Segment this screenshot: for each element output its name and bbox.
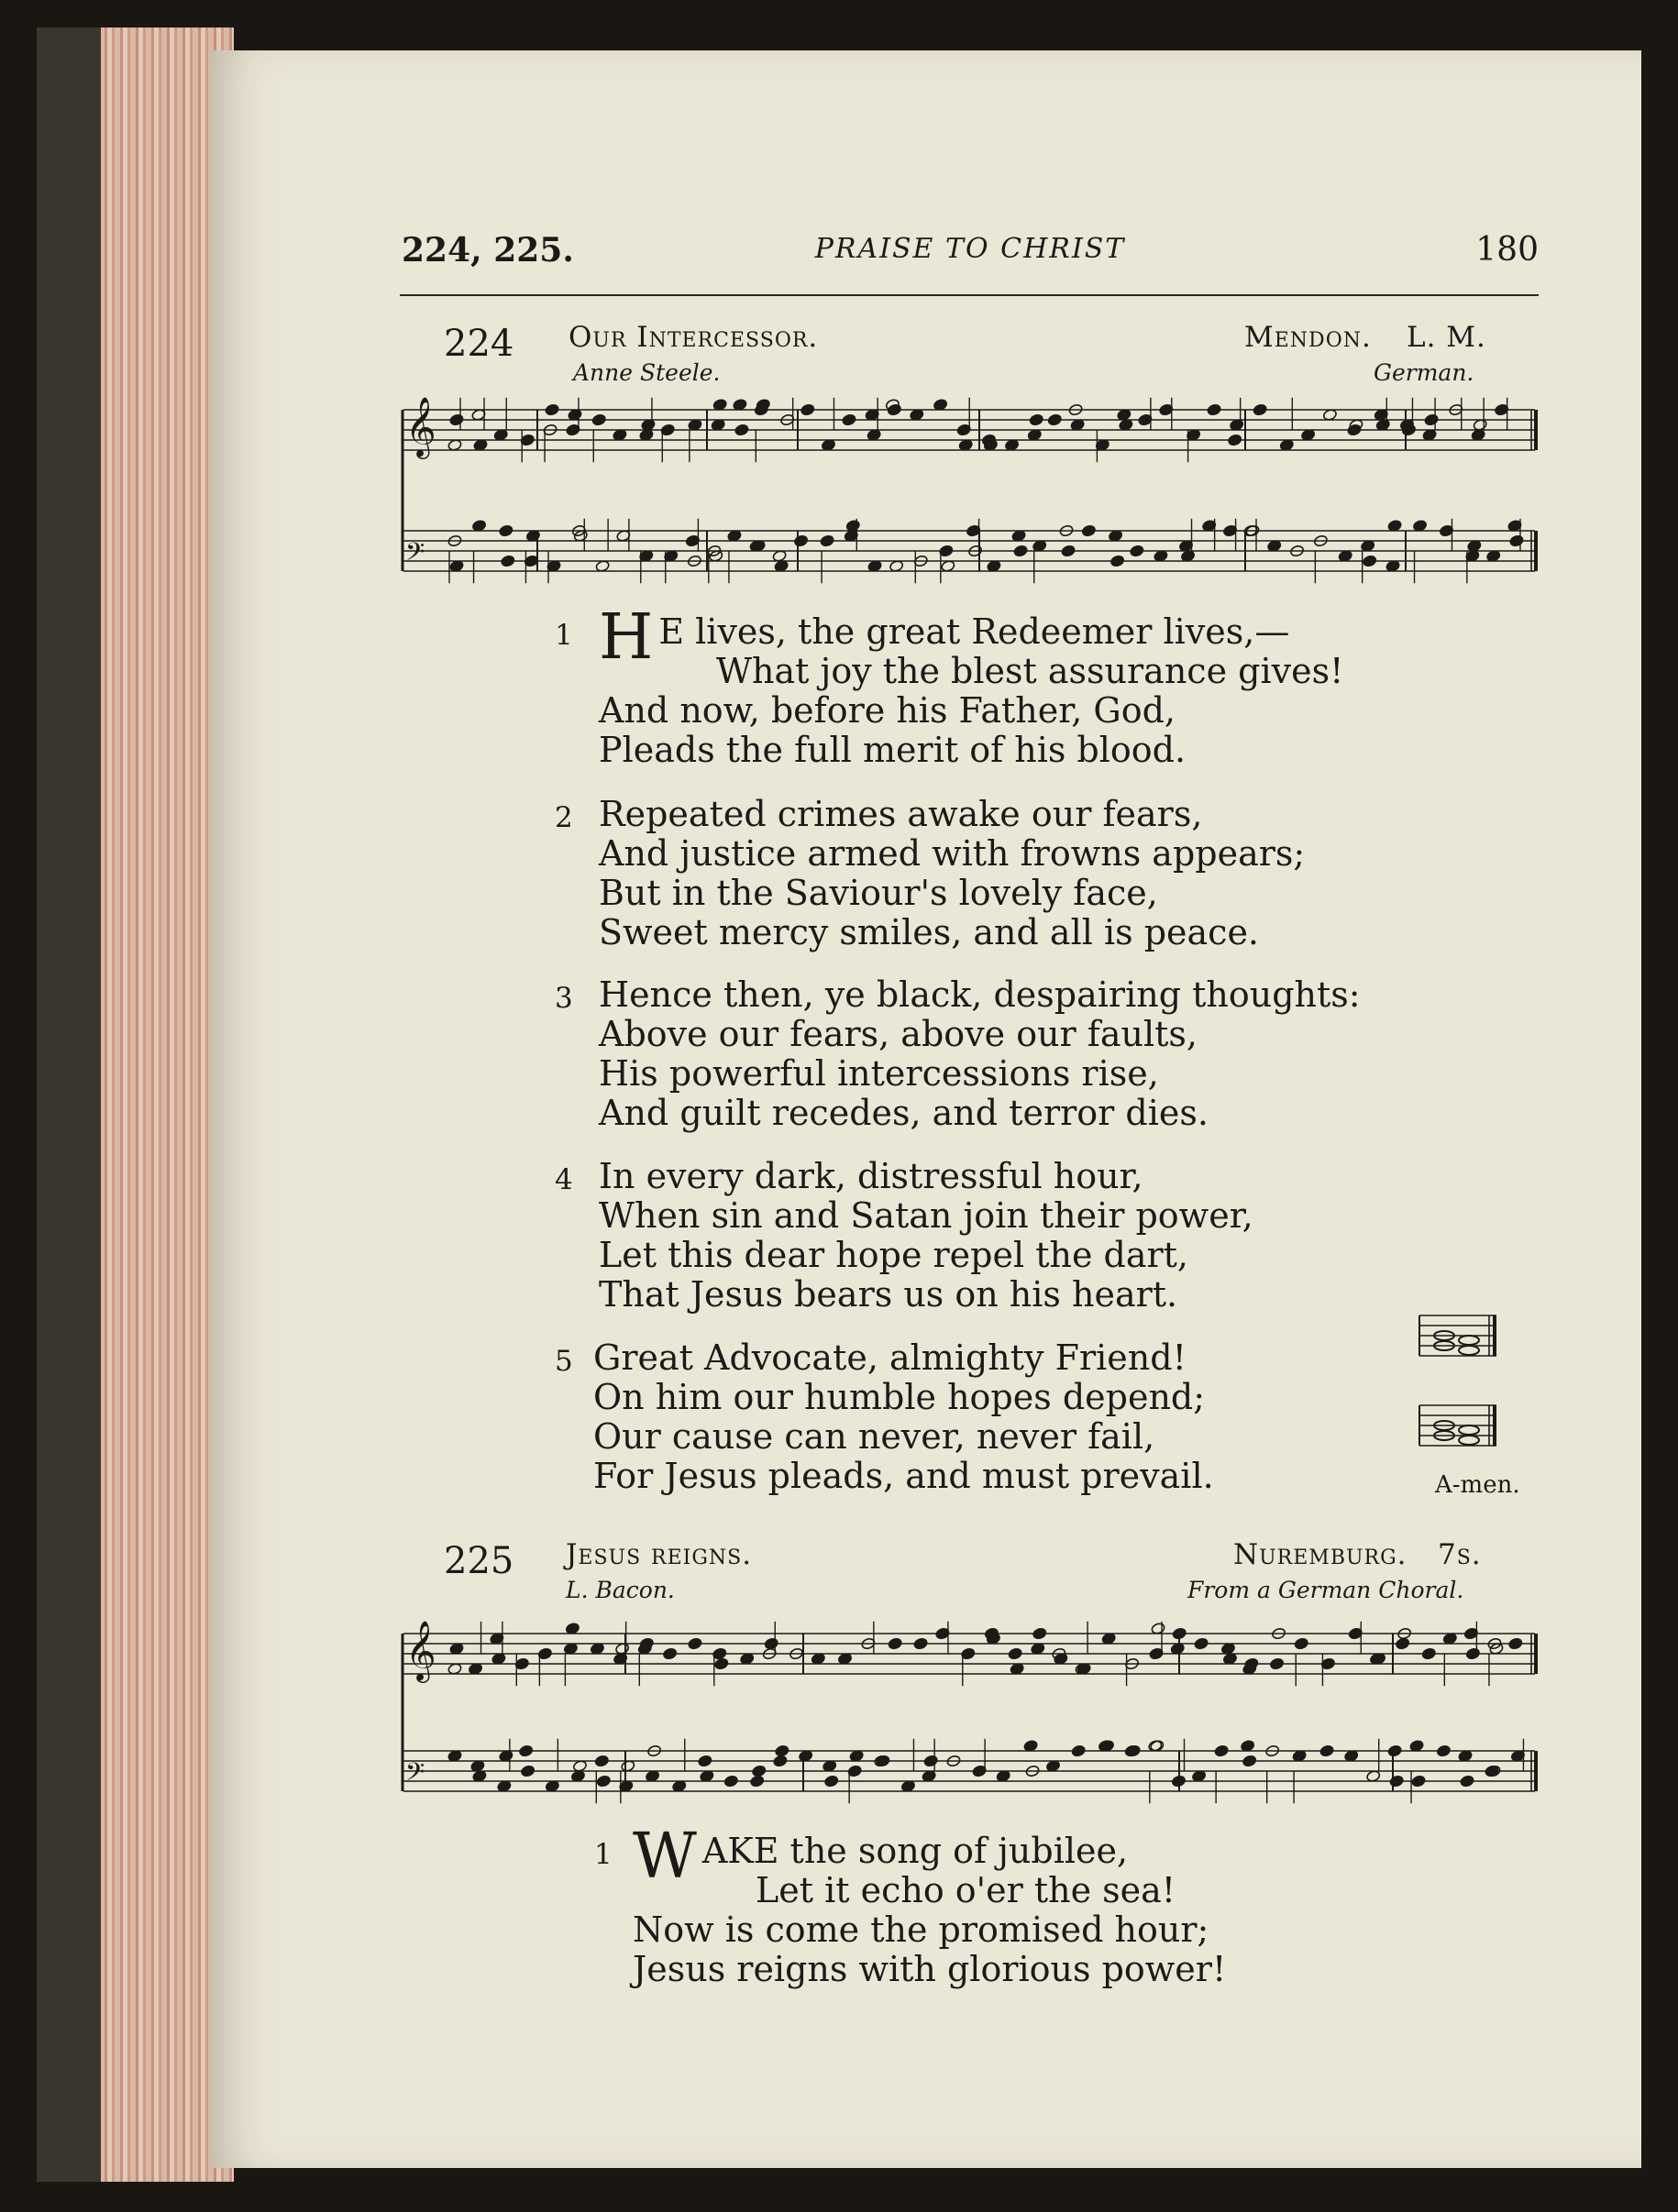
hymn-224-score — [400, 390, 1540, 591]
note-head — [734, 424, 749, 436]
note-head — [1214, 1744, 1229, 1757]
verse-line-text: Above our fears, above our faults, — [599, 1014, 1198, 1054]
note-head — [519, 1744, 534, 1757]
amen-label: A-men. — [1435, 1471, 1520, 1499]
note-head — [1194, 1637, 1209, 1650]
verse-line-text: AKE the song of jubilee, — [701, 1831, 1129, 1871]
verse-line-text: Great Advocate, almighty Friend! — [593, 1337, 1187, 1378]
note-head — [521, 1765, 535, 1777]
note-head — [1228, 434, 1242, 446]
verse-number: 1 — [594, 1838, 613, 1871]
note-head — [1465, 1647, 1480, 1660]
note-head — [1047, 413, 1062, 426]
note-head — [545, 403, 559, 416]
hymn-224-number: 224 — [444, 323, 514, 365]
verse-line-text: Repeated crimes awake our fears, — [599, 794, 1203, 834]
note-head — [775, 1744, 789, 1757]
note-head — [1207, 403, 1221, 416]
verse-line-text: And justice armed with frowns appears; — [599, 833, 1306, 874]
note-head — [1294, 1637, 1308, 1650]
note-head — [449, 413, 464, 426]
verse-number: 3 — [555, 982, 573, 1015]
verse-line-text: That Jesus bears us on his heart. — [599, 1274, 1178, 1315]
note-head — [1242, 1755, 1257, 1767]
note-head — [764, 1637, 778, 1650]
note-head — [923, 1755, 938, 1767]
note-head — [698, 1755, 712, 1767]
note-head — [1008, 1647, 1022, 1660]
hymn-224-source: German. — [1374, 359, 1474, 386]
hymn-224-verse-1 — [555, 601, 1380, 770]
note-head — [596, 1775, 611, 1788]
note-head — [663, 1647, 678, 1660]
hymn-224-tune: Mendon. — [1244, 321, 1372, 354]
hymn-225-title: Jesus reigns. — [566, 1538, 753, 1571]
amen-staff — [1412, 1306, 1504, 1471]
note-head — [1459, 1425, 1479, 1435]
bass-clef: 𝄢 — [405, 536, 425, 573]
note-head — [1459, 1346, 1479, 1355]
hymn-224-verse-2 — [555, 795, 1380, 952]
verse-line-text: And guilt recedes, and terror dies. — [599, 1093, 1209, 1133]
note-head — [1013, 545, 1028, 557]
note-head — [501, 555, 515, 567]
note-head — [1460, 1775, 1474, 1788]
note-head — [750, 1775, 765, 1788]
header-page-number: 180 — [1475, 231, 1539, 269]
note-head — [1109, 555, 1124, 567]
note-head — [1396, 1637, 1410, 1650]
note-head — [1029, 413, 1043, 426]
note-head — [1509, 534, 1524, 547]
note-head — [1363, 555, 1377, 567]
note-head — [1508, 1637, 1523, 1650]
verse-line-text: When sin and Satan join their power, — [599, 1195, 1253, 1236]
note-head — [1424, 413, 1439, 426]
note-head — [1421, 1647, 1436, 1660]
note-head — [1387, 1744, 1402, 1757]
bass-clef: 𝄢 — [405, 1756, 425, 1793]
hymn-225-number: 225 — [444, 1540, 514, 1582]
hymn-224-verse-3 — [555, 975, 1380, 1133]
note-head — [1459, 1436, 1479, 1445]
note-head — [800, 403, 815, 416]
note-head — [752, 1765, 767, 1777]
verse-line-text: His powerful intercessions rise, — [599, 1053, 1159, 1094]
note-head — [793, 534, 808, 547]
header-section-title: PRAISE TO CHRIST — [814, 233, 1126, 265]
verse-line-text: Jesus reigns with glorious power! — [633, 1949, 1227, 1989]
note-head — [688, 1637, 702, 1650]
hymn-225-staff-system — [400, 1613, 1540, 1829]
note-head — [714, 1657, 729, 1670]
hymn-225-author: L. Bacon. — [566, 1577, 675, 1603]
verse-line-text: Now is come the promised hour; — [633, 1909, 1209, 1950]
verse-line-text: What joy the blest assurance gives! — [716, 651, 1344, 691]
note-head — [824, 1775, 839, 1788]
note-head — [842, 413, 856, 426]
note-head — [1436, 1744, 1451, 1757]
note-head — [1130, 545, 1144, 557]
header-rule — [400, 294, 1539, 296]
note-head — [913, 1637, 928, 1650]
note-head — [888, 1637, 902, 1650]
hymn-224-staff-system — [400, 390, 1540, 591]
note-head — [723, 1775, 738, 1788]
verse-line-text: But in the Saviour's lovely face, — [599, 873, 1158, 913]
hymn-225-score — [400, 1613, 1540, 1829]
hymn-225-tune: Nuremburg. — [1233, 1538, 1408, 1571]
verse-line-text: And now, before his Father, God, — [599, 690, 1176, 731]
drop-cap: H — [599, 601, 654, 674]
note-head — [1032, 1627, 1047, 1640]
hymn-224-author: Anne Steele. — [573, 359, 721, 386]
note-head — [773, 1755, 788, 1767]
drop-cap: W — [633, 1821, 697, 1893]
book-cover-edge — [37, 28, 101, 2182]
verse-number: 1 — [555, 619, 573, 652]
hymn-224-verse-4 — [555, 1157, 1380, 1315]
verse-line-text: In every dark, distressful hour, — [599, 1156, 1143, 1196]
header-hymn-numbers: 224, 225. — [402, 231, 574, 270]
verse-line-text: Hence then, ye black, despairing thoughts: — [599, 974, 1361, 1015]
verse-number: 4 — [555, 1163, 573, 1196]
hymn-225-verse-1 — [594, 1821, 1419, 1989]
treble-clef: 𝄞 — [405, 396, 436, 457]
note-head — [1411, 1775, 1426, 1788]
verse-number: 2 — [555, 801, 573, 834]
treble-clef: 𝄞 — [405, 1620, 436, 1681]
note-head — [1071, 1744, 1086, 1757]
verse-line-text: Pleads the full merit of his blood. — [599, 730, 1187, 770]
note-head — [591, 413, 606, 426]
note-head — [1253, 403, 1267, 416]
hymn-224-verse-5 — [555, 1338, 1380, 1496]
note-head — [594, 1755, 609, 1767]
hymn-225-source: From a German Choral. — [1187, 1577, 1464, 1603]
verse-number: 5 — [555, 1345, 573, 1378]
note-head — [1389, 1775, 1404, 1788]
verse-line-text: Let this dear hope repel the dart, — [599, 1235, 1189, 1275]
note-head — [1081, 524, 1096, 537]
note-head — [1319, 1744, 1334, 1757]
hymn-225-meter: 7s. — [1438, 1538, 1482, 1571]
amen-score — [1412, 1306, 1504, 1475]
verse-line-text: Let it echo o'er the sea! — [756, 1870, 1176, 1910]
verse-line-text: E lives, the great Redeemer lives,— — [658, 611, 1290, 652]
book-page-edges — [37, 28, 234, 2182]
hymn-224-title: Our Intercessor. — [569, 321, 819, 354]
running-header — [402, 231, 1539, 271]
verse-line-text: Our cause can never, never fail, — [593, 1416, 1155, 1457]
verse-line-text: Sweet mercy smiles, and all is peace. — [599, 912, 1260, 952]
note-head — [887, 403, 901, 416]
note-head — [1061, 545, 1076, 557]
verse-line-text: For Jesus pleads, and must prevail. — [593, 1456, 1214, 1496]
note-head — [820, 534, 834, 547]
verse-line-text: On him our humble hopes depend; — [593, 1377, 1206, 1417]
note-head — [1269, 1657, 1284, 1670]
note-head — [1459, 1336, 1479, 1345]
note-head — [499, 524, 513, 537]
hymn-224-meter: L. M. — [1407, 321, 1486, 354]
